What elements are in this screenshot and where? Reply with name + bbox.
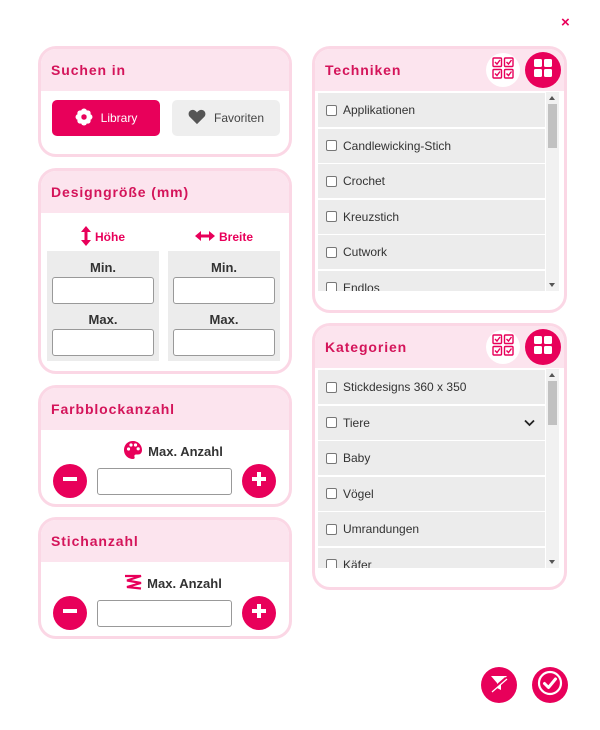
- library-button[interactable]: [52, 100, 160, 136]
- list-item[interactable]: [318, 200, 545, 234]
- design-size-panel: [38, 168, 292, 374]
- stitch-plus-button[interactable]: [242, 596, 276, 630]
- width-max-input[interactable]: [173, 329, 275, 356]
- panel-title: Farbblockanzahl: [51, 401, 175, 417]
- color-block-panel: [38, 385, 292, 507]
- panel-title: Techniken: [325, 62, 402, 78]
- scrollbar-thumb[interactable]: [548, 381, 557, 425]
- checkbox[interactable]: [326, 559, 337, 568]
- categories-list: [315, 369, 564, 568]
- max-label: Max.: [209, 312, 239, 327]
- scrollbar-thumb[interactable]: [548, 104, 557, 148]
- panel-header: [41, 388, 289, 430]
- checkbox[interactable]: [326, 488, 337, 499]
- checkmark-icon: [537, 670, 563, 701]
- item-label: Crochet: [343, 174, 386, 188]
- stitch-max-input[interactable]: [97, 600, 232, 627]
- grid-view-button[interactable]: [525, 329, 561, 365]
- item-label: Applikationen: [343, 103, 416, 117]
- checkbox[interactable]: [326, 247, 337, 258]
- vertical-arrow-icon: [81, 226, 91, 249]
- scrollbar[interactable]: [546, 369, 559, 568]
- panel-title: Kategorien: [325, 339, 408, 355]
- item-label: Tiere: [343, 415, 370, 430]
- color-block-plus-button[interactable]: [242, 464, 276, 498]
- height-min-input[interactable]: [52, 277, 154, 304]
- width-label: Breite: [218, 230, 253, 244]
- checkbox[interactable]: [326, 382, 337, 393]
- grid-view-button[interactable]: [525, 52, 561, 88]
- filter-clear-icon: [489, 673, 509, 698]
- checklist-icon: [492, 334, 514, 361]
- scroll-up-arrow-icon[interactable]: [549, 96, 555, 100]
- list-item[interactable]: [318, 129, 545, 163]
- library-label: Library: [100, 111, 138, 125]
- list-item[interactable]: [318, 93, 545, 127]
- item-label: Käfer: [343, 557, 372, 568]
- list-item[interactable]: [318, 271, 545, 292]
- panel-header: [315, 49, 564, 91]
- item-label: Umrandungen: [343, 522, 420, 536]
- checkbox[interactable]: [326, 105, 337, 116]
- min-label: Min.: [211, 260, 237, 275]
- grid-icon: [533, 58, 553, 83]
- list-item[interactable]: [318, 548, 545, 569]
- list-item[interactable]: [318, 406, 545, 440]
- color-block-minus-button[interactable]: [53, 464, 87, 498]
- scroll-down-arrow-icon[interactable]: [549, 283, 555, 287]
- item-label: Vögel: [343, 486, 374, 501]
- width-column: [168, 223, 280, 361]
- item-label: Endlos: [343, 280, 380, 291]
- checklist-icon: [492, 57, 514, 84]
- techniques-list: [315, 92, 564, 291]
- item-label: Kreuzstich: [343, 209, 400, 224]
- panel-title: Suchen in: [51, 62, 126, 78]
- item-label: Candlewicking-Stich: [343, 138, 452, 153]
- list-item[interactable]: [318, 512, 545, 546]
- list-item[interactable]: [318, 441, 545, 475]
- item-label: Cutwork: [343, 245, 388, 259]
- panel-header: [41, 520, 289, 562]
- checkbox[interactable]: [326, 140, 337, 151]
- scrollbar[interactable]: [546, 92, 559, 291]
- select-all-button[interactable]: [486, 330, 520, 364]
- minus-icon: [61, 602, 79, 625]
- list-item[interactable]: [318, 235, 545, 269]
- scroll-down-arrow-icon[interactable]: [549, 560, 555, 564]
- plus-icon: [250, 470, 268, 493]
- checkbox[interactable]: [326, 453, 337, 464]
- grid-icon: [533, 335, 553, 360]
- checkbox[interactable]: [326, 524, 337, 535]
- techniques-panel: [312, 46, 567, 313]
- scroll-up-arrow-icon[interactable]: [549, 373, 555, 377]
- height-column: [47, 223, 159, 361]
- checkbox[interactable]: [326, 417, 337, 428]
- minus-icon: [61, 470, 79, 493]
- checkbox[interactable]: [326, 282, 337, 291]
- stitch-count-panel: [38, 517, 292, 639]
- width-min-input[interactable]: [173, 277, 275, 304]
- favoriten-button[interactable]: [172, 100, 280, 136]
- panel-header: [41, 171, 289, 213]
- favoriten-label: Favoriten: [213, 111, 265, 125]
- height-max-input[interactable]: [52, 329, 154, 356]
- item-label: Baby: [343, 451, 371, 465]
- checkbox[interactable]: [326, 211, 337, 222]
- search-in-panel: [38, 46, 292, 157]
- close-button[interactable]: ×: [561, 14, 570, 31]
- reset-filter-button[interactable]: [481, 667, 517, 703]
- list-item[interactable]: [318, 164, 545, 198]
- panel-header: [41, 49, 289, 91]
- panel-title: Stichanzahl: [51, 533, 139, 549]
- stitch-icon: [124, 574, 142, 593]
- palette-icon: [123, 440, 143, 463]
- list-item[interactable]: [318, 477, 545, 511]
- panel-header: [315, 326, 564, 368]
- max-label: Max.: [88, 312, 118, 327]
- flower-icon: [75, 108, 93, 129]
- chevron-down-icon[interactable]: [524, 416, 535, 430]
- heart-icon: [188, 109, 206, 128]
- min-label: Min.: [90, 260, 116, 275]
- list-item[interactable]: [318, 370, 545, 404]
- stitch-minus-button[interactable]: [53, 596, 87, 630]
- color-block-max-input[interactable]: [97, 468, 232, 495]
- max-count-label: Max. Anzahl: [147, 575, 222, 591]
- item-label: Stickdesigns 360 x 350: [343, 380, 467, 394]
- panel-title: Designgröße (mm): [51, 184, 190, 200]
- horizontal-arrow-icon: [195, 230, 215, 244]
- checkbox[interactable]: [326, 176, 337, 187]
- apply-button[interactable]: [532, 667, 568, 703]
- categories-panel: [312, 323, 567, 590]
- max-count-label: Max. Anzahl: [148, 443, 223, 459]
- plus-icon: [250, 602, 268, 625]
- height-label: Höhe: [95, 230, 125, 244]
- select-all-button[interactable]: [486, 53, 520, 87]
